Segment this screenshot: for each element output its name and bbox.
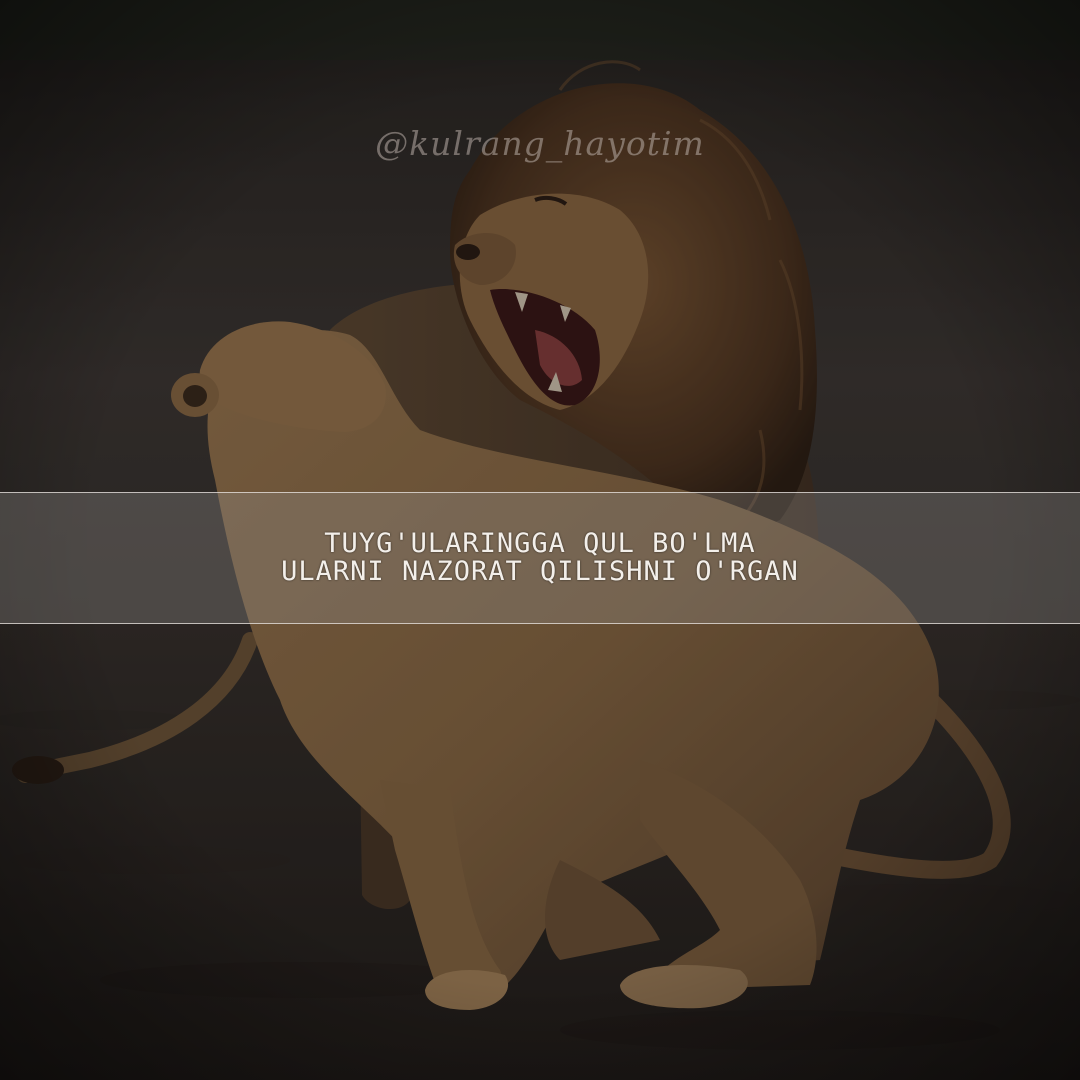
quote-line-2: ULARNI NAZORAT QILISHNI O'RGAN <box>281 556 799 587</box>
quote-line-1: TUYG'ULARINGGA QUL BO'LMA <box>324 528 756 559</box>
watermark-handle: @kulrang_hayotim <box>375 124 705 163</box>
quote-banner <box>0 492 1080 624</box>
